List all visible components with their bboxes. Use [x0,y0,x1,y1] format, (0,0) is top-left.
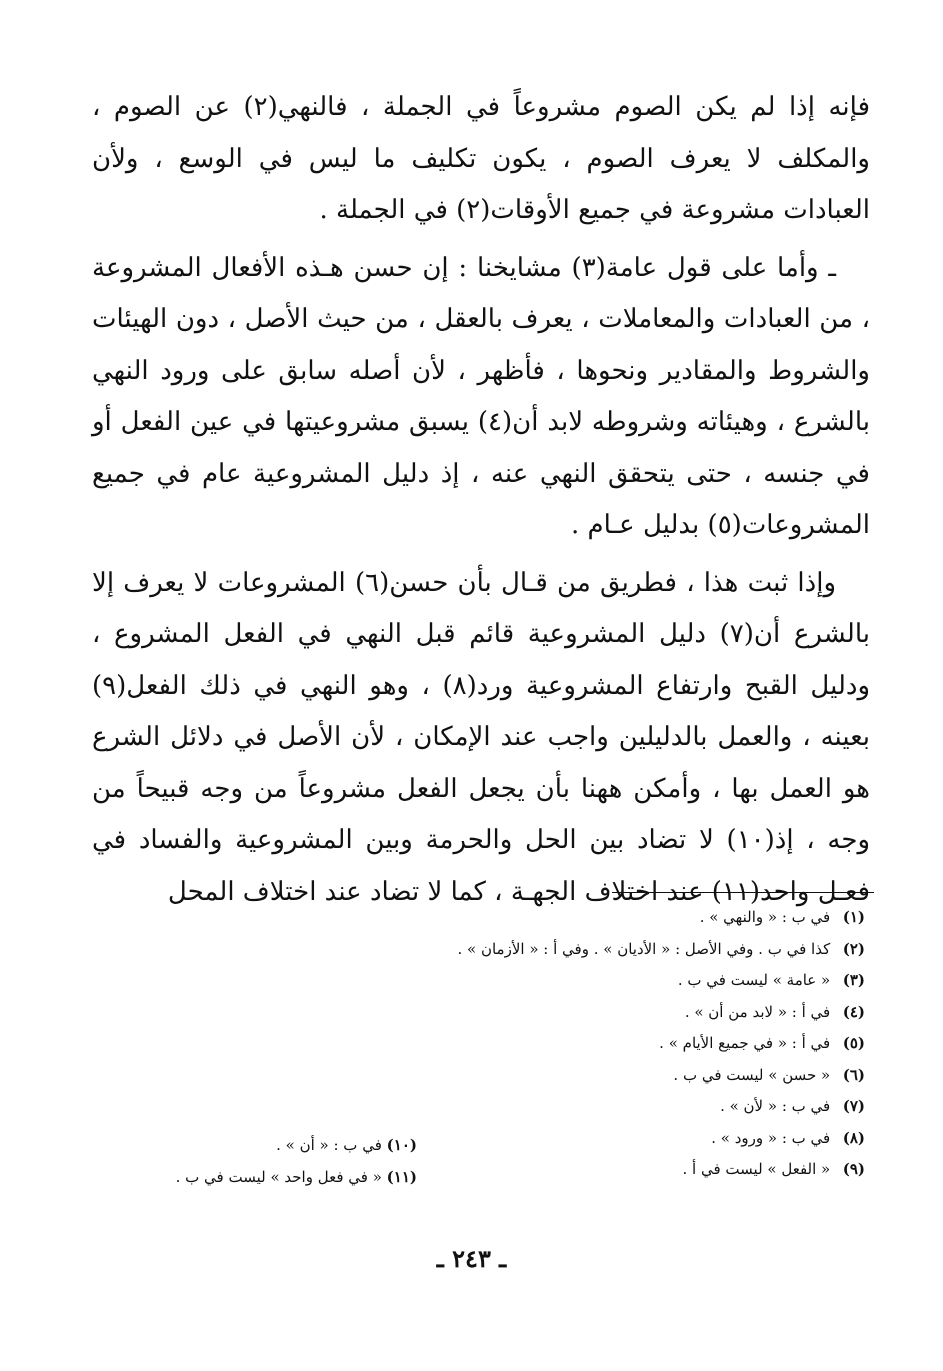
footnote-number: (٦) [842,1065,865,1084]
paragraph-1: فإنه إذا لم يكن الصوم مشروعاً في الجملة ، فالنهي(٢) عن الصوم ، والمكلف لا يعرف الصوم ، يكون تكليف ما ليس في الوسع ، ولأن العبادات مشروعة في جميع الأوقات(٢) في الجملة . [92,92,871,225]
footnote-7 [395,1091,865,1123]
footnote-number: (٣) [842,971,865,989]
page-number: ـ ٢٤٣ ـ [436,1244,507,1273]
footnote-text: في ب : « والنهي » . [699,908,831,926]
footnote-8 [395,1123,865,1155]
footnote-text: في ب : « أن » . [276,1136,382,1154]
paragraph-3: وإذا ثبت هذا ، فطريق من قـال بأن حسن(٦) المشروعات لا يعرف إلا بالشرع أن(٧) دليل المشروعية قائم قبل النهي في الفعل المشروع ، ودليل القبح وارتفاع المشروعية ورد(٨) ، وهو النهي في ذلك الفعل(٩) بعينه ، والعمل بالدليلين واجب عند الإمكان ، لأن الأصل في دلائل الشرع هو العمل بها ، وأمكن ههنا بأن يجعل الفعل مشروعاً من وجه قبيحاً من وجه ، إذ(١٠) لا تضاد بين الحل والحرمة وبين المشروعية والفساد في فعـل واحد(١١) عند اختلاف الجهـة ، كما لا تضاد عند اختلاف المحل [92,567,871,907]
footnote-3 [395,965,865,997]
footnote-6 [395,1060,865,1092]
footnote-9 [395,1154,865,1186]
footnote-number: (١١) [386,1167,417,1186]
footnotes-column-left [117,1130,417,1193]
footnote-number: (١) [842,908,865,926]
footnote-text: في ب : « ورود » . [711,1128,831,1147]
footnote-11 [117,1162,417,1194]
footnote-number: (٨) [842,1128,865,1147]
footnote-text: « حسن » ليست في ب . [673,1065,831,1084]
footnote-text: « الفعل » ليست في أ . [682,1160,831,1178]
footnote-number: (٩) [842,1160,865,1178]
footnote-number: (٥) [842,1034,865,1052]
footnote-number: (٧) [842,1097,865,1115]
footnotes-column-right [395,902,865,1186]
footnote-4 [395,997,865,1029]
footnote-text: « عامة » ليست في ب . [677,971,831,989]
footnote-2 [395,934,865,966]
footnote-10 [117,1130,417,1162]
footnote-1 [395,902,865,934]
footnote-separator [612,892,874,893]
footnote-text: « في فعل واحد » ليست في ب . [175,1167,382,1186]
footnote-5 [395,1028,865,1060]
footnote-text: في أ : « لابد من أن » . [684,1002,831,1021]
footnote-text: كذا في ب . وفي الأصل : « الأديان » . وفي أ : « الأزمان » . [457,939,831,958]
footnote-number: (٢) [842,939,865,958]
footnote-text: في ب : « لأن » . [720,1097,831,1115]
footnote-number: (٤) [842,1002,865,1021]
footnote-text: في أ : « في جميع الأيام » . [659,1034,831,1052]
footnote-number: (١٠) [386,1136,417,1154]
paragraph-2: ـ وأما على قول عامة(٣) مشايخنا : إن حسن هـذه الأفعال المشروعة ، من العبادات والمعاملات ، يعرف بالعقل ، من حيث الأصل ، دون الهيئات والشروط والمقادير ونحوها ، فأظهر ، لأن أصله سابق على ورود النهي بالشرع ، وهيئاته وشروطه لابد أن(٤) يسبق مشروعيتها في عين الفعل أو في جنسه ، حتى يتحقق النهي عنه ، إذ دليل المشروعية عام في جميع المشروعات(٥) بدليل عـام . [92,252,871,540]
main-text [92,82,870,924]
